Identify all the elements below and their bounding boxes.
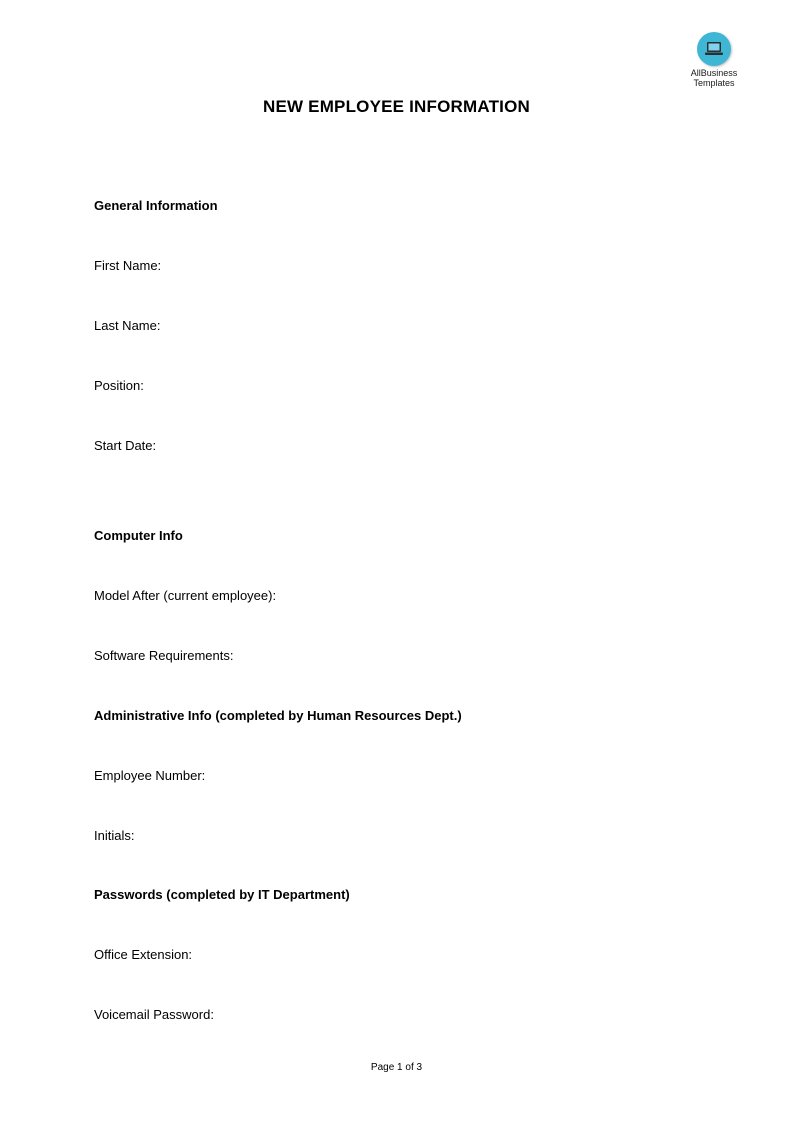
logo-text xyxy=(684,68,744,88)
page-title: NEW EMPLOYEE INFORMATION xyxy=(262,97,531,116)
employee-number-label: Employee Number: xyxy=(94,768,206,783)
model-after-label: Model After (current employee): xyxy=(94,588,277,603)
laptop-icon xyxy=(697,32,731,66)
last-name-label: Last Name: xyxy=(94,318,161,333)
initials-label: Initials: xyxy=(94,828,135,843)
position-label: Position: xyxy=(94,378,144,393)
first-name-label: First Name: xyxy=(94,258,162,273)
office-extension-label: Office Extension: xyxy=(94,947,193,962)
section-general-information: General Information xyxy=(94,198,218,213)
page-number-footer: Page 1 of 3 xyxy=(370,1062,423,1073)
software-requirements-label: Software Requirements: xyxy=(94,648,234,663)
logo-line-1: AllBusiness xyxy=(690,68,738,78)
section-computer-info: Computer Info xyxy=(94,528,183,543)
voicemail-password-label: Voicemail Password: xyxy=(94,1007,214,1022)
logo-line-2: Templates xyxy=(693,78,735,88)
start-date-label: Start Date: xyxy=(94,438,157,453)
allbusiness-templates-logo xyxy=(684,32,744,88)
section-administrative-info: Administrative Info (completed by Human Resources Dept.) xyxy=(94,708,462,723)
section-passwords: Passwords (completed by IT Department) xyxy=(94,887,350,902)
